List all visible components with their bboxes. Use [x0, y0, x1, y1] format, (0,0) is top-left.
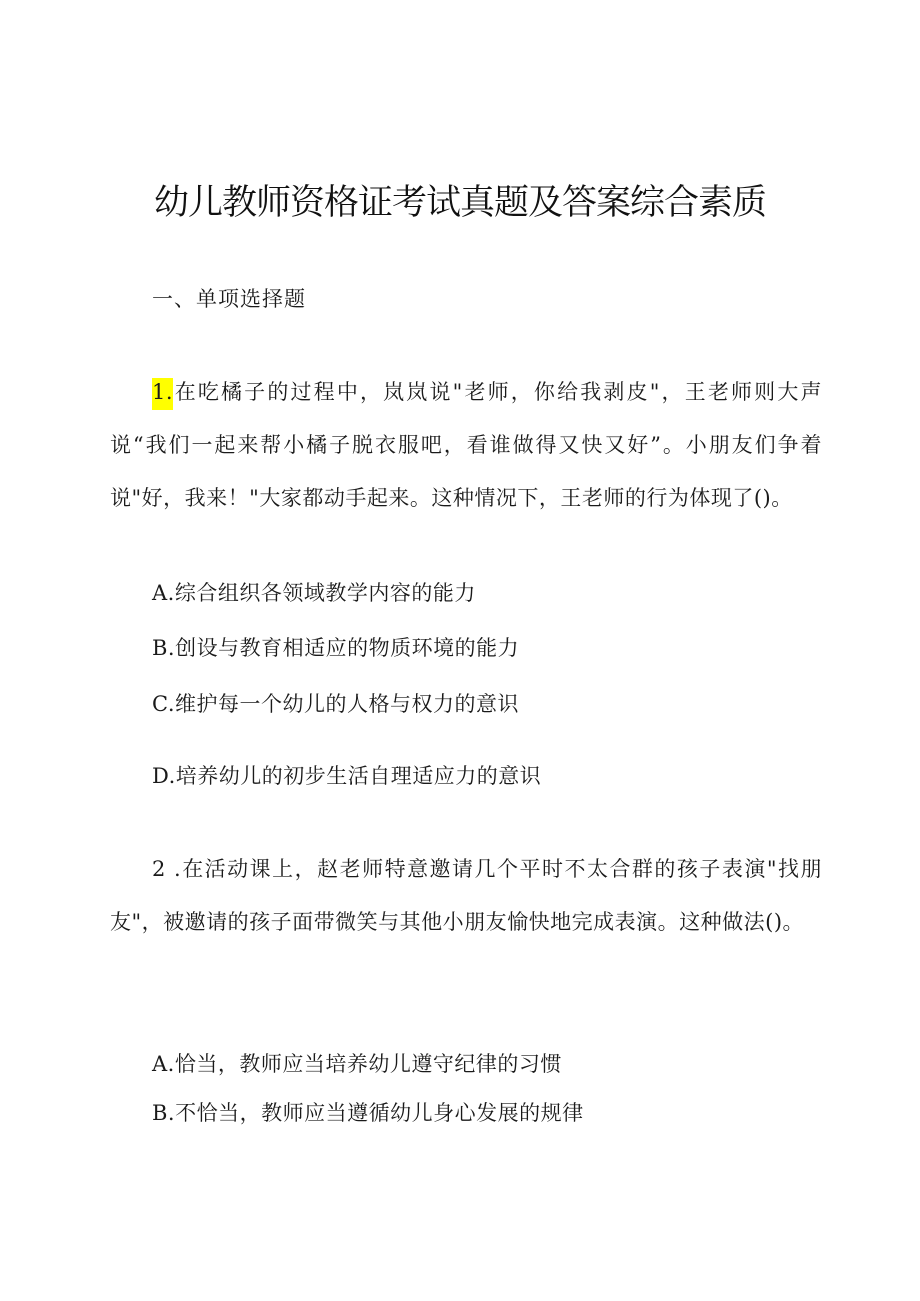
- question-1-option-a: A.综合组织各领域教学内容的能力: [152, 581, 476, 605]
- question-2: [110, 843, 822, 949]
- question-2-option-b: B.不恰当，教师应当遵循幼儿身心发展的规律: [152, 1101, 584, 1125]
- question-2-number: 2: [152, 857, 166, 881]
- question-2-option-a: A.恰当，教师应当培养幼儿遵守纪律的习惯: [152, 1052, 562, 1076]
- section-heading: 一、单项选择题: [152, 287, 306, 311]
- question-1-option-b: B.创设与教育相适应的物质环境的能力: [152, 636, 520, 660]
- question-1-option-d: D.培养幼儿的初步生活自理适应力的意识: [152, 764, 542, 788]
- question-1-option-c: C.维护每一个幼儿的人格与权力的意识: [152, 692, 519, 716]
- question-1-text: 在吃橘子的过程中，岚岚说"老师，你给我剥皮"，王老师则大声说“我们一起来帮小橘子脱衣服吧，看谁做得又快又好”。小朋友们争着说"好，我来！"大家都动手起来。这种情况下，王老师的行为体现了()。: [110, 380, 822, 510]
- question-1: [110, 366, 822, 525]
- document-title: 幼儿教师资格证考试真题及答案综合素质: [153, 183, 766, 223]
- question-2-text: .在活动课上，赵老师特意邀请几个平时不太合群的孩子表演"找朋友"，被邀请的孩子面带微笑与其他小朋友愉快地完成表演。这种做法()。: [110, 857, 822, 934]
- question-1-number-highlight: 1.: [152, 378, 173, 410]
